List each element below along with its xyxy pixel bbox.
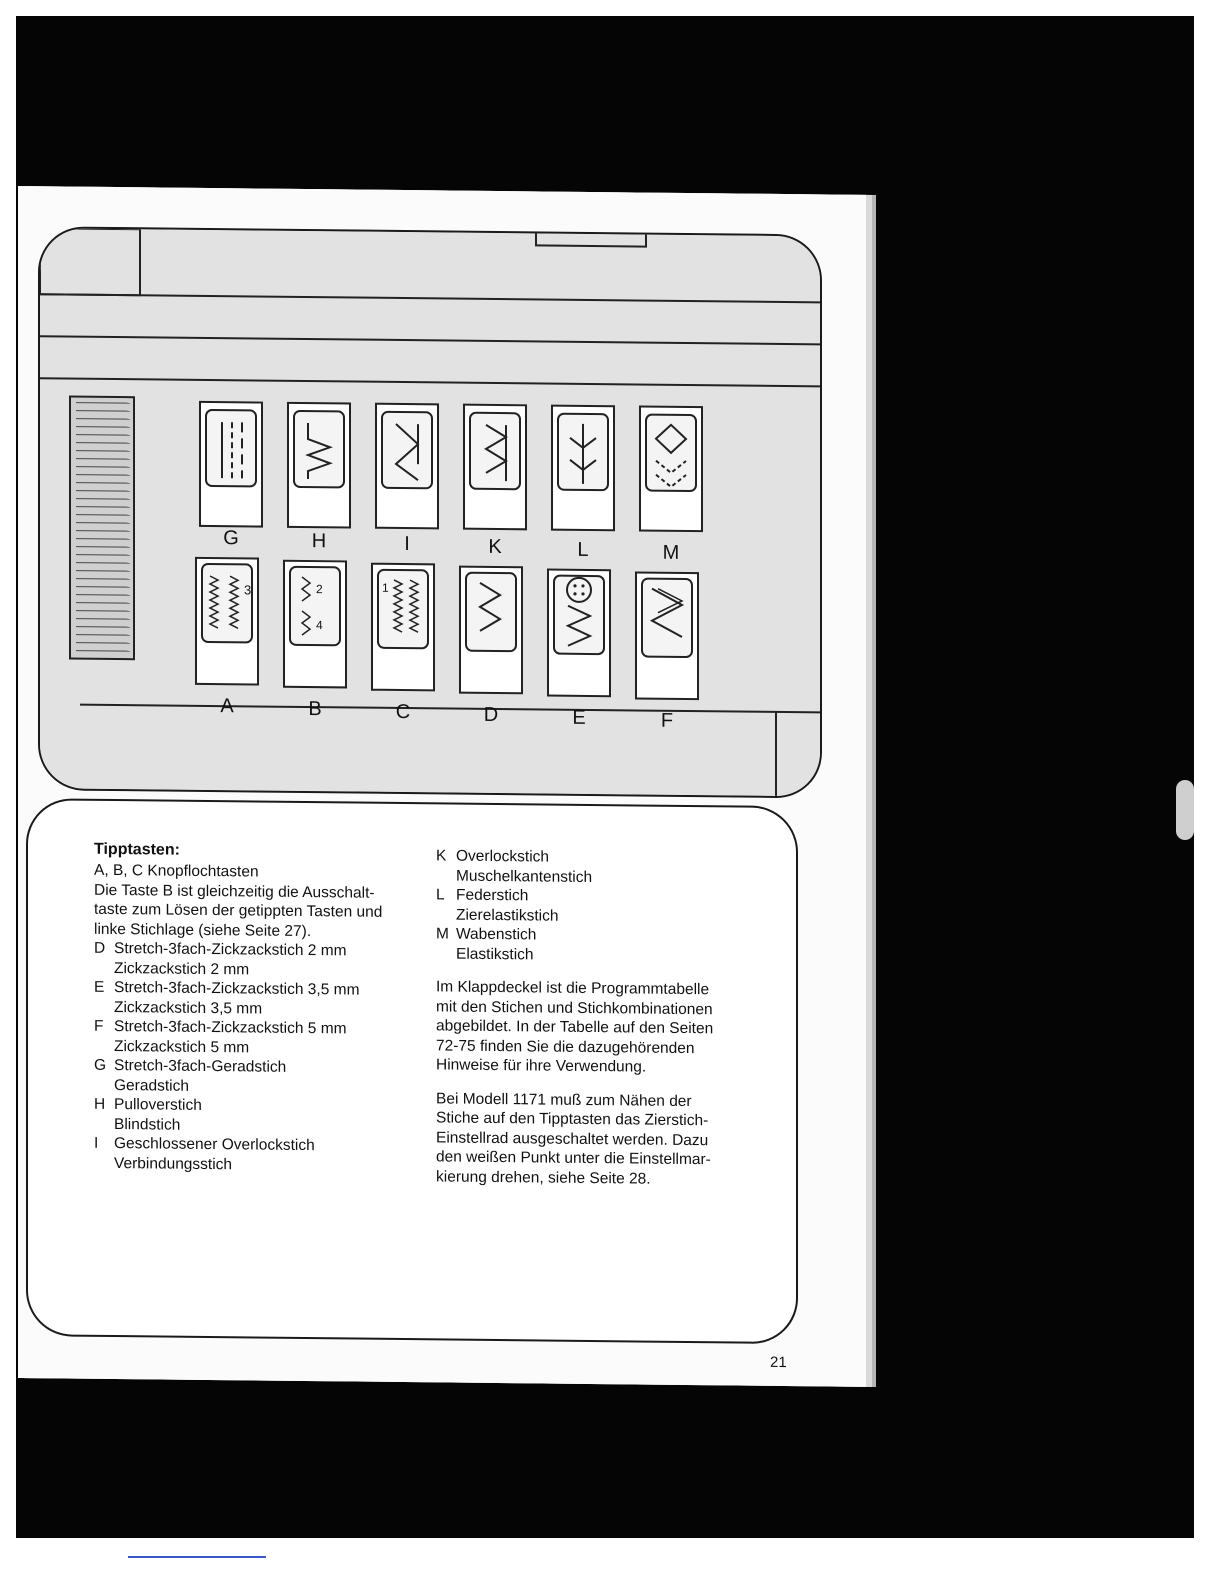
label-F: F: [660, 709, 674, 732]
entry-key: F: [94, 1017, 104, 1035]
para-line: Bei Modell 1171 muß zum Nähen der: [436, 1089, 692, 1110]
para-line: Hinweise für ihre Verwendung.: [436, 1056, 647, 1076]
key-I: [376, 404, 438, 529]
label-D: D: [483, 703, 499, 727]
key-C: [372, 564, 434, 691]
entry-line: Verbindungsstich: [114, 1154, 233, 1173]
key-A-number: 3: [244, 582, 252, 598]
entry-L: [436, 885, 766, 927]
entry-line: Stretch-3fach-Zickzackstich 5 mm: [114, 1018, 347, 1038]
label-K: K: [488, 535, 502, 559]
paragraph-model-1171: [436, 1089, 766, 1190]
entry-line: Federstich: [456, 886, 529, 905]
entry-H: [94, 1095, 434, 1138]
entry-line: Geradstich: [114, 1076, 189, 1095]
scan-edge-artifact: [1176, 780, 1194, 840]
entry-key: H: [94, 1095, 106, 1113]
paragraph-program-table: [436, 977, 766, 1078]
para-line: 72-75 finden Sie die dazugehörenden: [436, 1036, 695, 1057]
para-line: mit den Stichen und Stichkombinationen: [436, 997, 713, 1018]
key-panel-drawing: [40, 228, 820, 796]
entry-line: Stretch-3fach-Zickzackstich 2 mm: [114, 940, 347, 960]
entry-E: [94, 978, 434, 1021]
entry-line: Muschelkantenstich: [456, 867, 593, 886]
key-G: [200, 402, 262, 527]
key-E: [548, 570, 610, 697]
para-line: Einstellrad ausgeschaltet werden. Dazu: [436, 1128, 709, 1149]
para-line: Stiche auf den Tipptasten das Zierstich-: [436, 1109, 709, 1130]
entry-line: Wabenstich: [456, 925, 537, 944]
key-D: [460, 567, 522, 694]
entry-I: [94, 1134, 434, 1177]
key-A: [196, 558, 258, 685]
key-L: [552, 406, 614, 531]
key-M: [640, 407, 702, 532]
key-C-number: 1: [382, 580, 389, 595]
para-line: den weißen Punkt unter die Einstellmar-: [436, 1148, 711, 1169]
intro-line: A, B, C Knopflochtasten: [94, 861, 259, 881]
entry-key: E: [94, 978, 105, 996]
entry-F: [94, 1017, 434, 1060]
entry-key: K: [436, 847, 447, 865]
entry-line: Zickzackstich 3,5 mm: [114, 998, 263, 1018]
entry-K: [436, 846, 766, 888]
key-F: [636, 572, 698, 699]
key-B: [284, 561, 346, 688]
page-number: 21: [770, 1353, 787, 1372]
intro-line: Die Taste B ist gleichzeitig die Ausschalt-: [94, 881, 375, 902]
machine-key-illustration: [38, 226, 822, 798]
section-heading: Tipptasten:: [94, 840, 180, 859]
intro-line: taste zum Lösen der getippten Tasten und: [94, 900, 383, 921]
entry-key: I: [94, 1134, 99, 1152]
para-line: abgebildet. In der Tabelle auf den Seiten: [436, 1017, 714, 1038]
entry-key: L: [436, 886, 445, 904]
entry-line: Stretch-3fach-Zickzackstich 3,5 mm: [114, 979, 360, 999]
key-B-number-top: 2: [316, 582, 323, 597]
label-M: M: [662, 541, 680, 564]
right-column: [436, 846, 766, 1189]
label-H: H: [311, 530, 327, 553]
key-B-number-bottom: 4: [316, 618, 323, 633]
key-H: [288, 403, 350, 528]
label-A: A: [220, 695, 234, 718]
label-I: I: [404, 533, 410, 556]
entry-line: Overlockstich: [456, 847, 550, 866]
entry-line: Zickzackstich 5 mm: [114, 1037, 250, 1056]
label-L: L: [577, 538, 589, 561]
entry-line: Stretch-3fach-Geradstich: [114, 1057, 287, 1076]
bottom-link-line: [128, 1556, 266, 1558]
left-column: [94, 841, 434, 1177]
para-line: Im Klappdeckel ist die Programmtabelle: [436, 978, 710, 999]
entry-line: Zierelastikstich: [456, 906, 559, 925]
manual-page: [18, 186, 866, 1387]
entry-key: M: [436, 925, 449, 943]
entry-line: Geschlossener Overlockstich: [114, 1135, 315, 1155]
entry-line: Pulloverstich: [114, 1096, 202, 1114]
entry-line: Elastikstich: [456, 945, 534, 963]
entry-M: [436, 924, 766, 966]
description-box: [26, 798, 798, 1344]
para-line: kierung drehen, siehe Seite 28.: [436, 1167, 651, 1188]
entry-key: D: [94, 939, 106, 957]
label-B: B: [308, 698, 322, 721]
key-K: [464, 405, 526, 530]
label-C: C: [395, 700, 411, 724]
entry-D: [94, 939, 434, 982]
entry-line: Blindstich: [114, 1115, 181, 1134]
entry-key: G: [94, 1056, 107, 1074]
label-G: G: [223, 527, 239, 550]
intro-line: linke Stichlage (siehe Seite 27).: [94, 920, 312, 940]
entry-line: Zickzackstich 2 mm: [114, 959, 250, 978]
label-E: E: [572, 706, 586, 729]
entry-G: [94, 1056, 434, 1099]
